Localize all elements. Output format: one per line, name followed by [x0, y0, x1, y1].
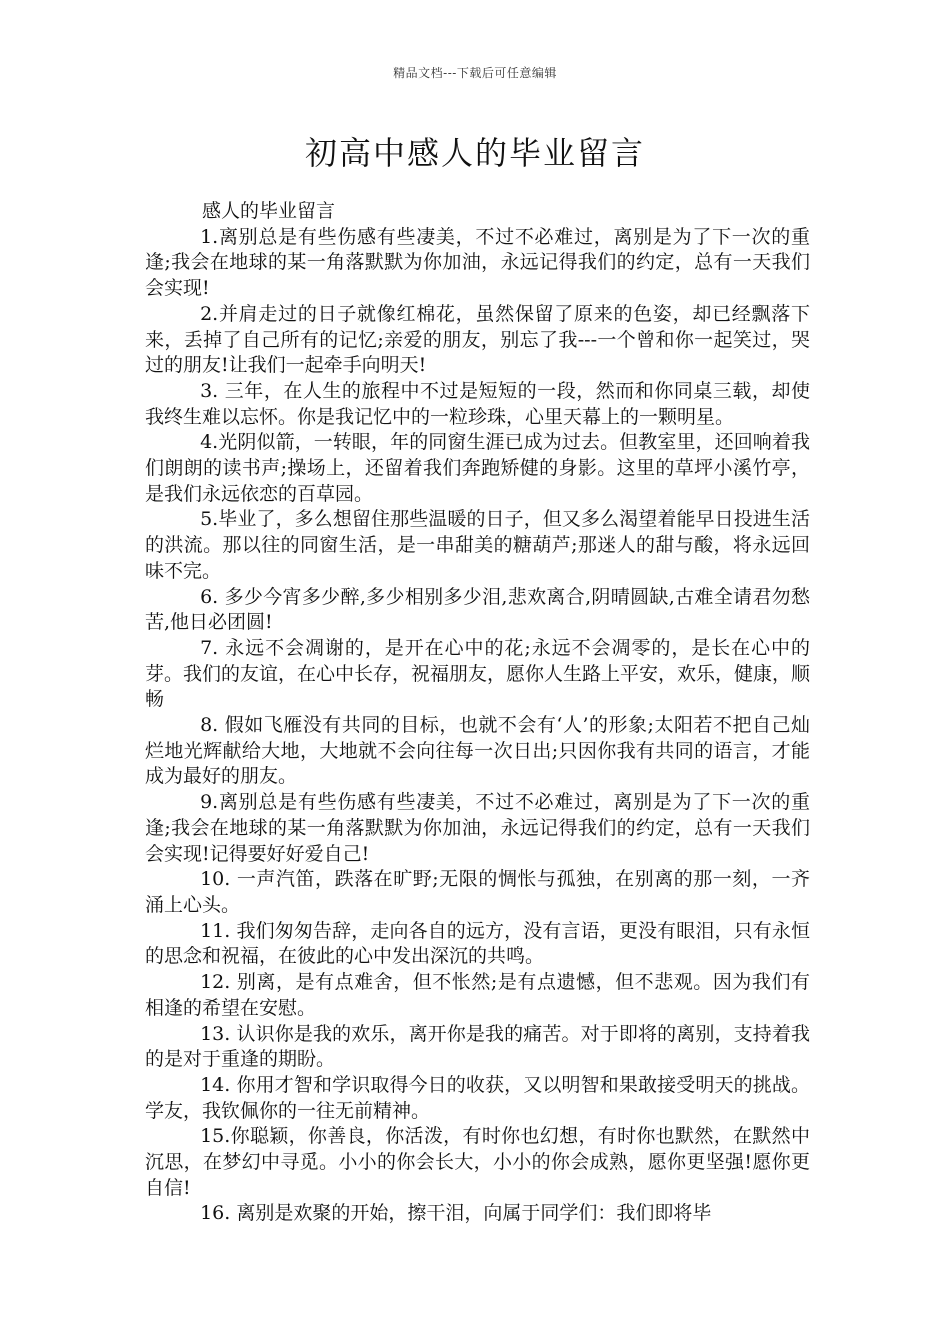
paragraph-16: 16. 离别是欢聚的开始，擦干泪，向属于同学们：我们即将毕	[200, 1202, 712, 1225]
paragraph-13: 13. 认识你是我的欢乐，离开你是我的痛苦。对于即将的离别，支持着我的是对于重逢的期盼。	[145, 1022, 810, 1071]
paragraph-5: 5.毕业了，多么想留住那些温暖的日子，但又多么渴望着能早日投进生活的洪流。那以往的同窗生活，是一串甜美的糖葫芦;那迷人的甜与酸，将永远回味不完。	[145, 508, 810, 582]
header-note: 精品文档---下载后可任意编辑	[393, 66, 557, 80]
paragraph-6: 6. 多少今宵多少醉,多少相别多少泪,悲欢离合,阴晴圆缺,古难全请君勿愁苦,他日必团圆!	[145, 585, 810, 634]
paragraph-8: 8. 假如飞雁没有共同的目标，也就不会有‘人’的形象;太阳若不把自己灿烂地光辉献给大地，大地就不会向往每一次日出;只因你我有共同的语言，才能成为最好的朋友。	[145, 714, 810, 788]
paragraph-2: 2.并肩走过的日子就像红棉花，虽然保留了原来的色姿，却已经飘落下来，丢掉了自己所有的记忆;亲爱的朋友，别忘了我---一个曾和你一起笑过，哭过的朋友!让我们一起牵手向明天!	[145, 302, 810, 377]
document-subtitle: 感人的毕业留言	[202, 200, 336, 222]
paragraph-3: 3. 三年，在人生的旅程中不过是短短的一段，然而和你同桌三载，却使我终生难以忘怀。你是我记忆中的一粒珍珠，心里天幕上的一颗明星。	[145, 379, 810, 428]
document-title: 初高中感人的毕业留言	[304, 134, 645, 172]
paragraph-9: 9.离别总是有些伤感有些凄美，不过不必难过，离别是为了下一次的重逢;我会在地球的某一角落默默为你加油，永远记得我们的约定，总有一天我们会实现!记得要好好爱自己!	[145, 791, 810, 865]
paragraph-4: 4.光阴似箭，一转眼，年的同窗生涯已成为过去。但教室里，还回响着我们朗朗的读书声;操场上，还留着我们奔跑矫健的身影。这里的草坪小溪竹亭，是我们永远依恋的百草园。	[145, 431, 810, 505]
paragraph-12: 12. 别离，是有点难舍，但不怅然;是有点遗憾，但不悲观。因为我们有相逢的希望在安慰。	[145, 971, 810, 1019]
paragraph-14: 14. 你用才智和学识取得今日的收获，又以明智和果敢接受明天的挑战。学友，我钦佩你的一往无前精神。	[145, 1073, 810, 1122]
paragraph-1: 1.离别总是有些伤感有些凄美，不过不必难过，离别是为了下一次的重逢;我会在地球的某一角落默默为你加油，永远记得我们的约定，总有一天我们会实现!	[145, 225, 810, 300]
paragraph-7: 7. 永远不会凋谢的，是开在心中的花;永远不会凋零的，是长在心中的芽。我们的友谊，在心中长存，祝福朋友，愿你人生路上平安，欢乐，健康，顺畅	[145, 636, 811, 711]
document-body	[145, 199, 810, 1227]
paragraph-15: 15.你聪颖，你善良，你活泼，有时你也幻想，有时你也默然，在默然中沉思，在梦幻中寻觅。小小的你会长大，小小的你会成熟，愿你更坚强!愿你更自信!	[145, 1125, 810, 1199]
paragraph-10: 10. 一声汽笛，跌落在旷野;无限的惆怅与孤独，在别离的那一刻，一齐涌上心头。	[145, 868, 810, 916]
paragraph-11: 11. 我们匆匆告辞，走向各自的远方，没有言语，更没有眼泪，只有永恒的思念和祝福，在彼此的心中发出深沉的共鸣。	[145, 919, 810, 968]
